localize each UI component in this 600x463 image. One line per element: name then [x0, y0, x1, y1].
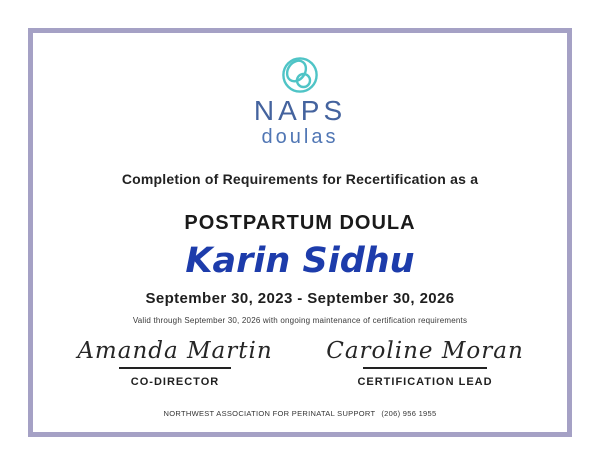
footer-phone: (206) 956 1955: [381, 409, 437, 419]
signature-block-certification-lead: [325, 339, 525, 388]
signature-block-co-director: [75, 339, 275, 388]
recipient-name: Karin Sidhu: [185, 241, 415, 281]
credential-title: POSTPARTUM DOULA: [184, 212, 416, 234]
naps-logo: [254, 55, 346, 148]
naps-circles-icon: [280, 55, 320, 95]
signatures-row: [75, 339, 525, 388]
brand-name: NAPS: [253, 95, 347, 126]
brand-subname: doulas: [261, 126, 339, 148]
signature-line: [363, 367, 487, 369]
certificate-date-range: September 30, 2023 - September 30, 2026: [145, 289, 455, 307]
signatory-title: CO-DIRECTOR: [130, 376, 220, 389]
certificate: [28, 28, 572, 437]
signature-line: [119, 367, 231, 369]
footer-organization: NORTHWEST ASSOCIATION FOR PERINATAL SUPPORT: [163, 409, 376, 419]
validity-note: Valid through September 30, 2026 with ongoing maintenance of certification requirements: [132, 315, 468, 325]
footer-text: [164, 409, 437, 418]
signature-name: Caroline Moran: [326, 337, 524, 364]
certificate-heading: Completion of Requirements for Recertification as a: [121, 171, 479, 187]
signature-name: Amanda Martin: [77, 337, 273, 364]
signatory-title: CERTIFICATION LEAD: [357, 376, 493, 389]
